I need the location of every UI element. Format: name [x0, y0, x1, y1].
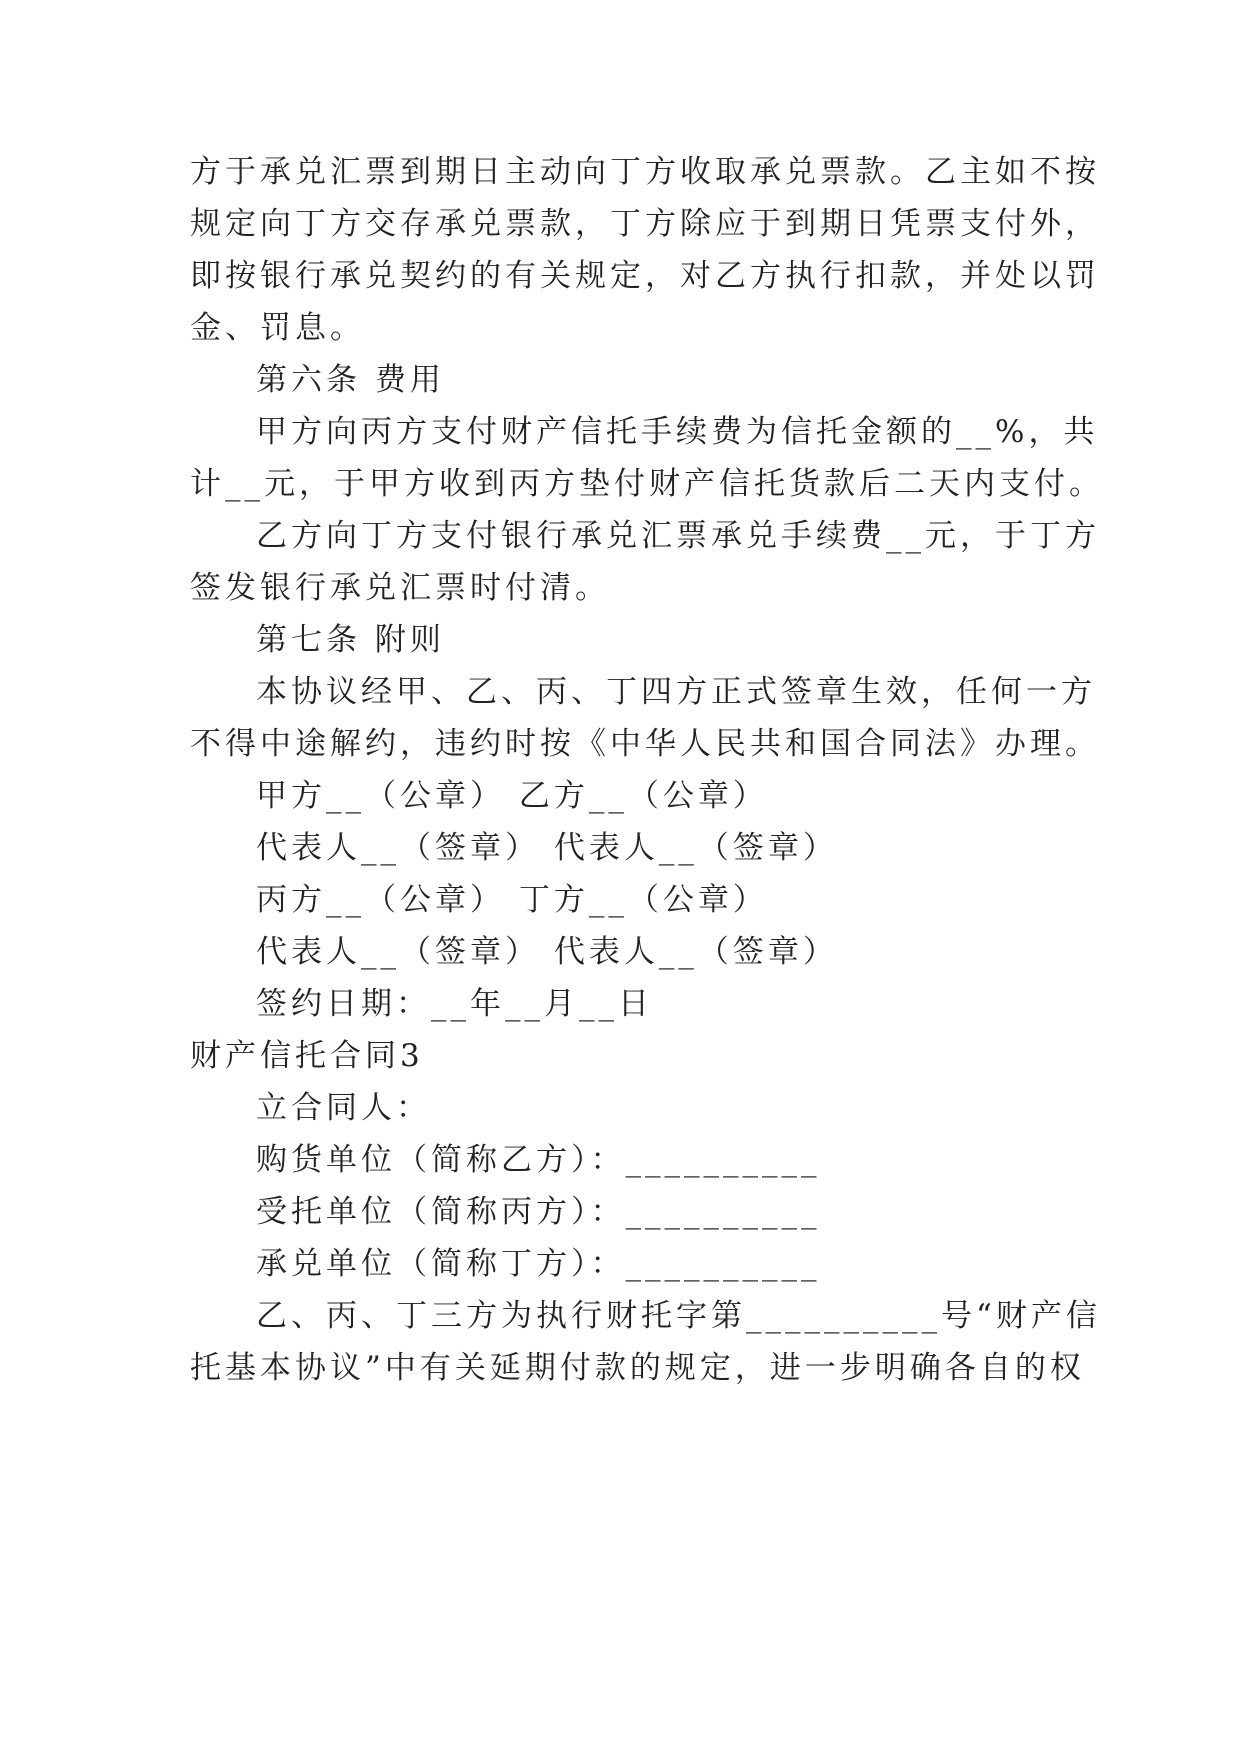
signature-line: 甲方__（公章） 乙方__（公章）	[256, 778, 768, 814]
text-line: 即按银行承兑契约的有关规定，对乙方执行扣款，并处以罚	[190, 258, 1100, 294]
text-line: 签发银行承兑汇票时付清。	[190, 570, 610, 606]
date-line: 签约日期：__年__月__日	[256, 986, 653, 1022]
signature-line: 丙方__（公章） 丁方__（公章）	[256, 882, 768, 918]
text-line: 乙方向丁方支付银行承兑汇票承兑手续费__元，于丁方	[256, 518, 1100, 554]
text-line: 乙、丙、丁三方为执行财托字第__________号“财产信	[256, 1298, 1101, 1334]
document-title: 财产信托合同3	[190, 1038, 424, 1074]
text-line: 本协议经甲、乙、丙、丁四方正式签章生效，任何一方	[256, 674, 1096, 710]
text-line: 规定向丁方交存承兑票款，丁方除应于到期日凭票支付外，	[190, 206, 1100, 242]
signature-line: 代表人__（签章） 代表人__（签章）	[256, 830, 838, 866]
party-line: 受托单位（简称丙方）：__________	[256, 1194, 821, 1230]
text-line: 不得中途解约，违约时按《中华人民共和国合同法》办理。	[190, 726, 1100, 762]
text-line: 方于承兑汇票到期日主动向丁方收取承兑票款。乙主如不按	[190, 154, 1100, 190]
signature-line: 代表人__（签章） 代表人__（签章）	[256, 934, 838, 970]
section-heading: 第六条 费用	[256, 362, 445, 398]
text-line: 托基本协议”中有关延期付款的规定，进一步明确各自的权	[190, 1350, 1085, 1386]
text-line: 甲方向丙方支付财产信托手续费为信托金额的__%，共	[256, 414, 1099, 450]
section-heading: 第七条 附则	[256, 622, 445, 658]
text-line: 计__元，于甲方收到丙方垫付财产信托货款后二天内支付。	[190, 466, 1104, 502]
text-line: 立合同人：	[256, 1090, 431, 1126]
party-line: 购货单位（简称乙方）：__________	[256, 1142, 821, 1178]
text-line: 金、罚息。	[190, 310, 365, 346]
party-line: 承兑单位（简称丁方）：__________	[256, 1246, 821, 1282]
